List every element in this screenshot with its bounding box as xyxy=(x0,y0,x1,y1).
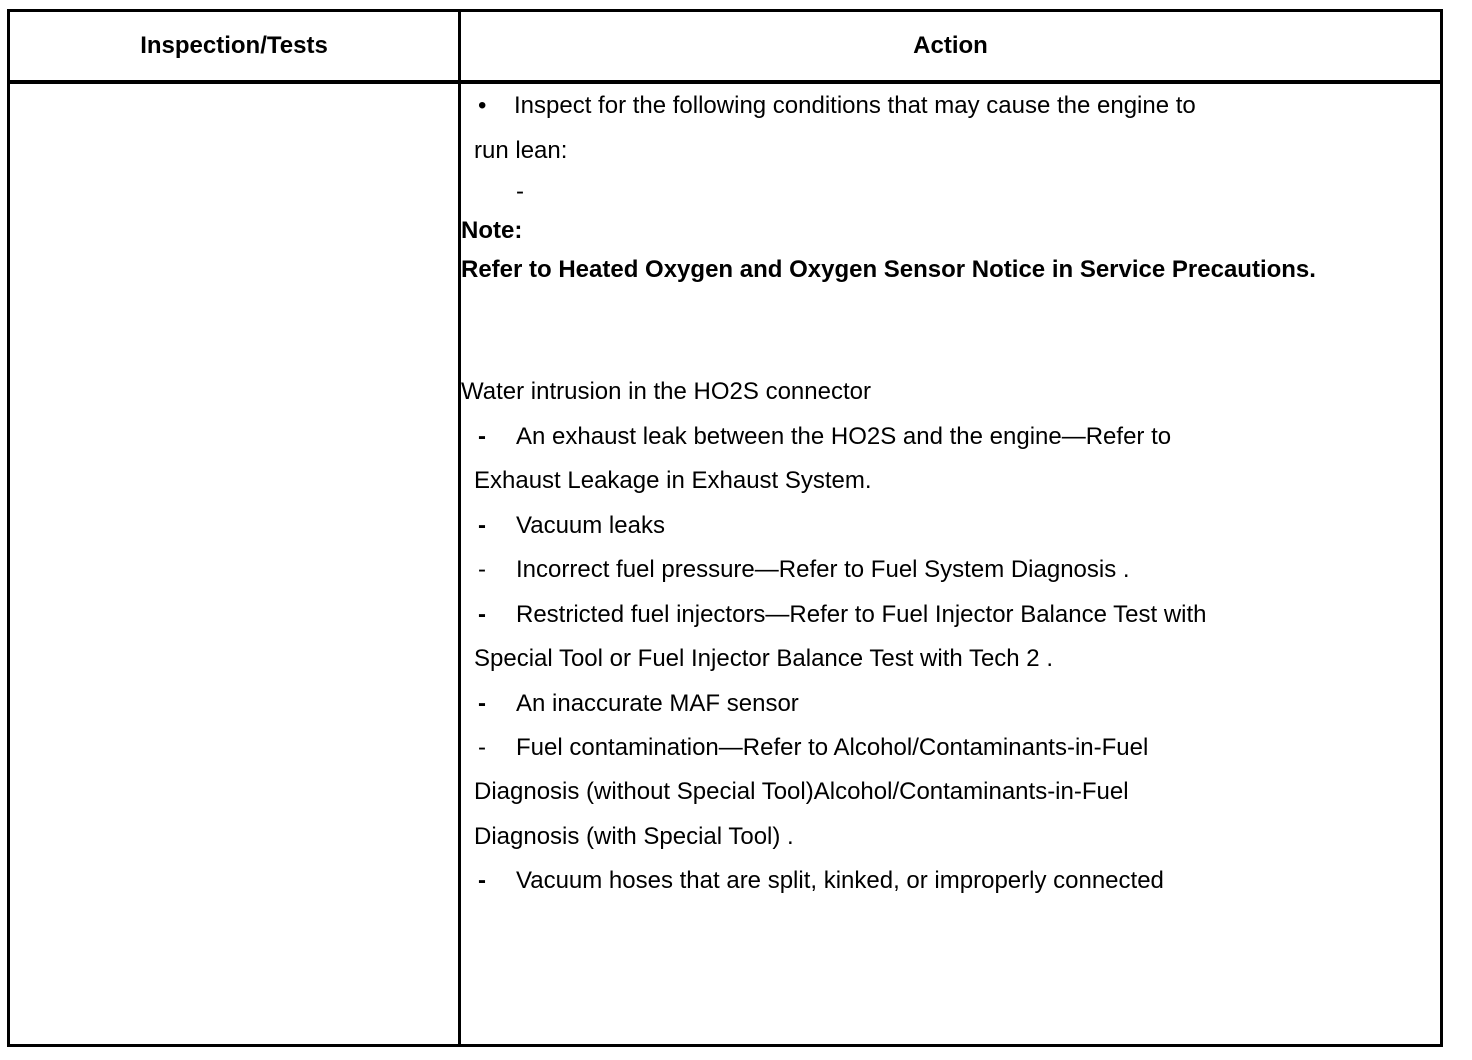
intro-line-1: Inspect for the following conditions that may cause the engine to xyxy=(514,92,1196,119)
list-item-marker: - xyxy=(478,690,486,717)
list-item: Fuel contamination—Refer to Alcohol/Contaminants-in-Fuel xyxy=(516,734,1149,761)
list-item-marker: - xyxy=(478,734,486,761)
list-item: Vacuum hoses that are split, kinked, or improperly connected xyxy=(516,867,1164,894)
list-item: Vacuum leaks xyxy=(516,512,665,539)
list-item-marker: - xyxy=(478,867,486,894)
water-intrusion-line: Water intrusion in the HO2S connector xyxy=(461,378,871,405)
empty-sub-item: - xyxy=(516,178,524,205)
inspection-tests-cell xyxy=(10,84,458,1047)
list-item: An inaccurate MAF sensor xyxy=(516,690,799,717)
list-item-continuation: Exhaust Leakage in Exhaust System. xyxy=(474,467,872,494)
column-divider xyxy=(458,12,461,1044)
note-text: Refer to Heated Oxygen and Oxygen Sensor Notice in Service Precautions. xyxy=(461,256,1316,283)
list-item-marker: - xyxy=(478,556,486,583)
list-item-marker: - xyxy=(478,423,486,450)
list-item-continuation: Special Tool or Fuel Injector Balance Test with Tech 2 . xyxy=(474,645,1053,672)
list-item-marker: - xyxy=(478,601,486,628)
header-inspection-tests: Inspection/Tests xyxy=(140,32,328,59)
list-item: Restricted fuel injectors—Refer to Fuel Injector Balance Test with xyxy=(516,601,1207,628)
bullet-marker: • xyxy=(478,92,487,119)
list-item-continuation: Diagnosis (with Special Tool) . xyxy=(474,823,794,850)
list-item: An exhaust leak between the HO2S and the engine—Refer to xyxy=(516,423,1172,450)
note-label: Note: xyxy=(461,217,523,244)
list-item: Incorrect fuel pressure—Refer to Fuel System Diagnosis . xyxy=(516,556,1130,583)
list-item-marker: - xyxy=(478,512,486,539)
intro-line-2: run lean: xyxy=(474,137,568,164)
list-item-continuation: Diagnosis (without Special Tool)Alcohol/Contaminants-in-Fuel xyxy=(474,778,1129,805)
header-action: Action xyxy=(913,32,988,59)
